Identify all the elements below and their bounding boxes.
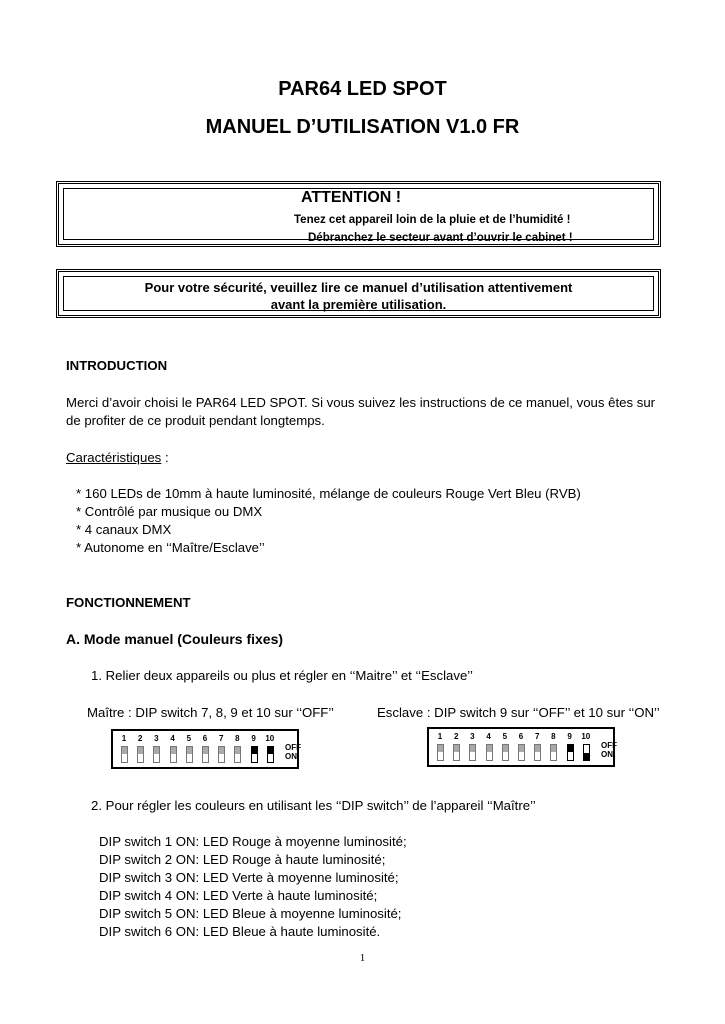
step-1-text: 1. Relier deux appareils ou plus et régler en ‘‘Maitre’’ et ‘‘Esclave’’ xyxy=(91,668,473,683)
dip-switch-8 xyxy=(550,744,557,761)
dip-switch-knob xyxy=(154,747,159,754)
dip-switch-2 xyxy=(453,744,460,761)
dip-number-label: 3 xyxy=(154,734,159,743)
dip-switch-knob xyxy=(138,747,143,754)
dip-switch-knob xyxy=(438,745,443,752)
dip-switch-1 xyxy=(437,744,444,761)
dip-switch-7 xyxy=(218,746,225,763)
dip-switch-10 xyxy=(267,746,274,763)
dip-switch-7 xyxy=(534,744,541,761)
dip-switch-5 xyxy=(502,744,509,761)
dip-switch-8 xyxy=(234,746,241,763)
dip-switch-10 xyxy=(583,744,590,761)
dip-switch-9 xyxy=(251,746,258,763)
dip-on-label: ON xyxy=(601,750,613,759)
dip-switch-knob xyxy=(203,747,208,754)
dip-setting-item: DIP switch 1 ON: LED Rouge à moyenne luminosité; xyxy=(99,834,407,849)
dip-switch-6 xyxy=(518,744,525,761)
safety-box xyxy=(56,269,661,318)
safety-line-2: avant la première utilisation. xyxy=(270,297,447,312)
master-dip-switch-diagram xyxy=(111,729,299,769)
dip-number-label: 2 xyxy=(453,732,459,741)
dip-number-label: 4 xyxy=(486,732,491,741)
fonctionnement-heading: FONCTIONNEMENT xyxy=(66,595,191,610)
dip-number-label: 6 xyxy=(518,732,524,741)
slave-dip-switch-diagram xyxy=(427,727,615,767)
dip-switch-knob xyxy=(235,747,240,754)
features-label-line xyxy=(66,449,169,467)
dip-number-label: 10 xyxy=(265,734,275,743)
slave-dip-label: Esclave : DIP switch 9 sur ‘‘OFF’’ et 10 sur ‘‘ON’’ xyxy=(377,705,660,720)
dip-switch-3 xyxy=(469,744,476,761)
dip-setting-item: DIP switch 4 ON: LED Verte à haute luminosité; xyxy=(99,888,378,903)
dip-number-label: 2 xyxy=(137,734,143,743)
dip-number-label: 1 xyxy=(121,734,127,743)
attention-box xyxy=(56,181,661,247)
document-subtitle: MANUEL D’UTILISATION V1.0 FR xyxy=(205,116,520,138)
dip-switch-knob xyxy=(584,753,589,760)
dip-number-label: 8 xyxy=(551,732,556,741)
dip-off-label: OFF xyxy=(285,743,301,752)
dip-number-label: 6 xyxy=(202,734,208,743)
page-number: 1 xyxy=(359,952,366,964)
safety-line-1: Pour votre sécurité, veuillez lire ce manuel d’utilisation attentivement xyxy=(144,280,573,295)
dip-switch-knob xyxy=(503,745,508,752)
dip-switch-knob xyxy=(187,747,192,754)
dip-switch-1 xyxy=(121,746,128,763)
dip-setting-item: DIP switch 3 ON: LED Verte à moyenne luminosité; xyxy=(99,870,399,885)
dip-off-label: OFF xyxy=(601,741,617,750)
dip-setting-item: DIP switch 5 ON: LED Bleue à moyenne luminosité; xyxy=(99,906,402,921)
dip-switch-knob xyxy=(535,745,540,752)
dip-switch-knob xyxy=(122,747,127,754)
dip-switch-knob xyxy=(454,745,459,752)
feature-item: * Contrôlé par musique ou DMX xyxy=(76,504,263,519)
dip-number-label: 5 xyxy=(186,734,192,743)
dip-number-label: 7 xyxy=(534,732,540,741)
dip-switch-4 xyxy=(486,744,493,761)
dip-switch-knob xyxy=(268,747,273,754)
dip-switch-5 xyxy=(186,746,193,763)
dip-number-label: 9 xyxy=(567,732,572,741)
dip-number-label: 1 xyxy=(437,732,443,741)
dip-switch-6 xyxy=(202,746,209,763)
dip-switch-knob xyxy=(171,747,176,754)
mode-manuel-heading: A. Mode manuel (Couleurs fixes) xyxy=(66,631,284,647)
introduction-heading: INTRODUCTION xyxy=(66,358,168,373)
dip-number-label: 8 xyxy=(235,734,240,743)
features-label: Caractéristiques xyxy=(66,450,162,465)
dip-switch-knob xyxy=(551,745,556,752)
dip-number-label: 10 xyxy=(581,732,591,741)
attention-line-1: Tenez cet appareil loin de la pluie et de l’humidité ! xyxy=(294,214,571,226)
dip-switch-knob xyxy=(219,747,224,754)
dip-setting-item: DIP switch 6 ON: LED Bleue à haute luminosité. xyxy=(99,924,381,939)
features-colon: : xyxy=(161,450,169,465)
dip-switch-knob xyxy=(470,745,475,752)
step-2-text: 2. Pour régler les couleurs en utilisant les ‘‘DIP switch’’ de l’appareil ‘‘Maître’’ xyxy=(91,798,536,813)
dip-setting-item: DIP switch 2 ON: LED Rouge à haute luminosité; xyxy=(99,852,386,867)
dip-number-label: 4 xyxy=(170,734,175,743)
dip-switch-knob xyxy=(568,745,573,752)
introduction-paragraph-line-1: Merci d’avoir choisi le PAR64 LED SPOT. Si vous suivez les instructions de ce manuel, vous êtes sur xyxy=(66,395,656,410)
dip-number-label: 5 xyxy=(502,732,508,741)
dip-switch-knob xyxy=(252,747,257,754)
dip-switch-4 xyxy=(170,746,177,763)
attention-line-2: Débranchez le secteur avant d’ouvrir le cabinet ! xyxy=(308,232,573,244)
attention-heading: ATTENTION ! xyxy=(301,189,402,206)
feature-item: * 160 LEDs de 10mm à haute luminosité, mélange de couleurs Rouge Vert Bleu (RVB) xyxy=(76,486,581,501)
dip-number-label: 3 xyxy=(470,732,475,741)
master-dip-label: Maître : DIP switch 7, 8, 9 et 10 sur ‘‘OFF’’ xyxy=(87,705,334,720)
dip-switch-knob xyxy=(519,745,524,752)
dip-switch-2 xyxy=(137,746,144,763)
dip-on-label: ON xyxy=(285,752,297,761)
introduction-paragraph-line-2: de profiter de ce produit pendant longtemps. xyxy=(66,413,325,428)
feature-item: * 4 canaux DMX xyxy=(76,522,172,537)
feature-item: * Autonome en ‘‘Maître/Esclave’’ xyxy=(76,540,265,555)
dip-switch-knob xyxy=(487,745,492,752)
document-title: PAR64 LED SPOT xyxy=(278,78,447,100)
dip-switch-3 xyxy=(153,746,160,763)
dip-switch-9 xyxy=(567,744,574,761)
dip-number-label: 7 xyxy=(218,734,224,743)
dip-number-label: 9 xyxy=(251,734,256,743)
